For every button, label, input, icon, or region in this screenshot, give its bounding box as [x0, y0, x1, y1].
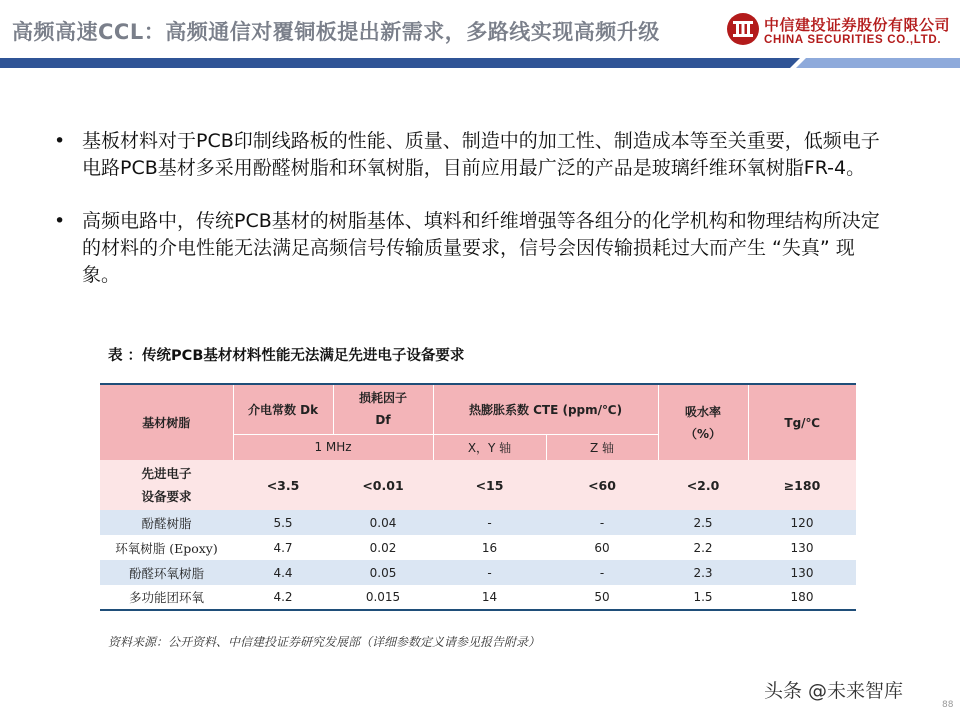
table-cell: <60: [546, 460, 658, 510]
page-title: 高频高速CCL：高频通信对覆铜板提出新需求，多路线实现高频升级: [12, 20, 660, 44]
requirement-label-line2: 设备要求: [141, 489, 192, 504]
table-caption: 表 ：传统PCB基材材料性能无法满足先进电子设备要求: [108, 348, 465, 364]
header-water: [658, 384, 748, 460]
table-cell: 4.7: [233, 535, 333, 560]
table-row: [100, 510, 856, 535]
resin-name-cell: 环氧树脂 (Epoxy): [100, 535, 233, 560]
table-cell: 0.02: [333, 535, 433, 560]
resin-name-cell: 多功能团环氧: [100, 585, 233, 610]
table-cell: 0.04: [333, 510, 433, 535]
table-cell: 2.3: [658, 560, 748, 585]
bullet-text: 基板材料对于PCB印制线路板的性能、质量、制造中的加工性、制造成本等至关重要，低频电子电路PCB基材多采用酚醛树脂和环氧树脂，目前应用最广泛的产品是玻璃纤维环氧树脂FR-4。: [82, 130, 880, 179]
requirement-label-line1: 先进电子: [141, 466, 192, 481]
table-cell: <0.01: [333, 460, 433, 510]
header-df: [333, 384, 433, 434]
table-cell: -: [546, 560, 658, 585]
table-cell: 60: [546, 535, 658, 560]
bullet-list: [52, 128, 892, 315]
table-cell: 14: [433, 585, 546, 610]
resin-name-cell: 酚醛环氧树脂: [100, 560, 233, 585]
bullet-dot-icon: •: [54, 210, 66, 232]
table-row: [100, 585, 856, 610]
bullet-item: [52, 128, 892, 182]
table-cell: 130: [748, 535, 856, 560]
table-cell: 0.05: [333, 560, 433, 585]
requirement-row: [100, 460, 856, 510]
logo-english-name: CHINA SECURITIES CO.,LTD.: [764, 34, 942, 46]
table-cell: 180: [748, 585, 856, 610]
table-cell: ≥180: [748, 460, 856, 510]
header-frequency: 1 MHz: [233, 434, 433, 460]
table-cell: 5.5: [233, 510, 333, 535]
table-cell: -: [546, 510, 658, 535]
table-cell: 0.015: [333, 585, 433, 610]
header-df-line1: 损耗因子: [358, 391, 407, 406]
source-note: 资料来源：公开资料、中信建投证券研究发展部（详细参数定义请参见报告附录）: [108, 635, 541, 649]
table-cell: 2.5: [658, 510, 748, 535]
table-cell: 120: [748, 510, 856, 535]
header-cte: 热膨胀系数 CTE (ppm/℃): [433, 384, 658, 434]
resin-properties-table: [100, 383, 856, 611]
table-cell: <2.0: [658, 460, 748, 510]
header-xy-axis: X，Y 轴: [433, 434, 546, 460]
table-cell: 4.4: [233, 560, 333, 585]
page-number: 88: [942, 700, 954, 710]
table-cell: 1.5: [658, 585, 748, 610]
requirement-label: [100, 460, 233, 510]
watermark-text: 头条 @未来智库: [764, 680, 904, 702]
table-cell: 2.2: [658, 535, 748, 560]
header-z-axis: Z 轴: [546, 434, 658, 460]
table-cell: -: [433, 510, 546, 535]
table-cell: <3.5: [233, 460, 333, 510]
bullet-dot-icon: •: [54, 130, 66, 152]
company-logo: [726, 10, 952, 54]
header-tg: Tg/℃: [748, 384, 856, 460]
table-cell: 4.2: [233, 585, 333, 610]
bullet-text: 高频电路中，传统PCB基材的树脂基体、填料和纤维增强等各组分的化学机构和物理结构所决定的材料的介电性能无法满足高频信号传输质量要求，信号会因传输损耗过大而产生 “失真” 现象。: [82, 210, 880, 286]
table-row: [100, 535, 856, 560]
header-water-line2: （%）: [684, 426, 722, 441]
header-dk: 介电常数 Dk: [233, 384, 333, 434]
header-divider-bar: [0, 58, 960, 68]
header-resin: 基材树脂: [100, 384, 233, 460]
logo-chinese-name: 中信建投证券股份有限公司: [764, 16, 951, 34]
resin-name-cell: 酚醛树脂: [100, 510, 233, 535]
citic-logo-icon: [726, 12, 760, 46]
table-row: [100, 560, 856, 585]
table-cell: 16: [433, 535, 546, 560]
table-cell: <15: [433, 460, 546, 510]
bullet-item: [52, 208, 892, 289]
table-cell: -: [433, 560, 546, 585]
header-df-line2: Df: [375, 413, 391, 428]
header-water-line1: 吸水率: [684, 404, 721, 419]
table-cell: 50: [546, 585, 658, 610]
table-cell: 130: [748, 560, 856, 585]
